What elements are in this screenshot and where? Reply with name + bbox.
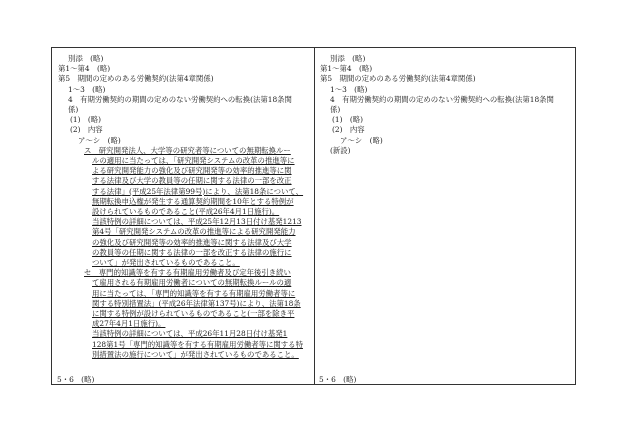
text-line: 当該特例の詳細については、平成26年11月28日付け基発1: [92, 329, 288, 339]
text-line: (1) (略): [332, 115, 364, 125]
text-line: 係): [330, 105, 341, 115]
text-line: ア～シ (略): [78, 135, 121, 145]
text-line: て雇用される有期雇用労働者についての無期転換ルールの適: [92, 278, 292, 288]
text-line: 128第1号「専門的知識等を有する有期雇用労働者等に関する特: [92, 339, 303, 349]
text-line: ア～シ (略): [340, 135, 383, 145]
text-line: (新設): [330, 145, 351, 155]
text-line: (1) (略): [70, 115, 102, 125]
text-line: 1～3 (略): [330, 84, 368, 94]
text-line: 設けられているものであること(平成26年4月1日施行)。: [92, 207, 280, 217]
text-line: 別添 (略): [68, 54, 104, 63]
text-line: 関する特別措置法」(平成26年法律第137号)により、法第18条: [92, 298, 301, 308]
column-divider: [314, 48, 315, 384]
text-line: セ 専門的知識等を有する有期雇用労働者及び定年後引き続い: [84, 268, 291, 278]
text-line: 第1～第4 (略): [58, 64, 111, 74]
text-line: の強化及び研究開発等の効率的推進等に関する法律及び大学: [92, 237, 292, 247]
text-line: 成27年4月1日施行)。: [92, 319, 166, 329]
text-line: 別添 (略): [330, 54, 366, 63]
text-line: 無期転換申込権が発生する通算契約期間を10年とする特例が: [92, 196, 294, 206]
text-line: する法律」(平成25年法律第99号)により、法第18条について、: [92, 186, 304, 196]
left-bottom-item: 5・6 (略): [57, 375, 95, 384]
text-line: 第5 期間の定めのある労働契約(法第4章関係): [320, 74, 476, 84]
text-line: 第4号「研究開発システムの改革の推進等による研究開発能力: [92, 227, 296, 237]
right-bottom-item: 5・6 (略): [319, 375, 357, 384]
current-column: [320, 54, 570, 156]
text-line: よる研究開発能力の強化及び研究開発等の効率的推進等に関: [92, 166, 292, 176]
text-line: 1～3 (略): [68, 84, 106, 94]
text-line: 別措置法の施行について」が発出されているものであること。: [92, 349, 299, 359]
text-line: 用に当たっては、「専門的知識等を有する有期雇用労働者等に: [92, 288, 296, 298]
text-line: 当該特例の詳細については、平成25年12月13日付け基発1213: [92, 217, 302, 227]
text-line: (2) 内容: [70, 125, 103, 135]
text-line: 第5 期間の定めのある労働契約(法第4章関係): [58, 74, 214, 84]
text-line: ス 研究開発法人、大学等の研究者等についての無期転換ルー: [84, 145, 291, 155]
text-line: ルの適用に当たっては、「研究開発システムの改革の推進等に: [92, 156, 295, 166]
text-line: 4 有期労働契約の期間の定めのない労働契約への転換(法第18条関: [330, 94, 554, 104]
text-line: の教員等の任期に関する法律の一部を改正する法律の施行に: [92, 247, 292, 257]
text-line: ついて」が発出されているものであること。: [92, 258, 240, 268]
text-line: する法律及び大学の教員等の任期に関する法律の一部を改正: [92, 176, 292, 186]
comparison-table: [51, 47, 576, 385]
text-line: 第1～第4 (略): [320, 64, 373, 74]
text-line: 係): [68, 105, 79, 115]
revised-column: [58, 54, 308, 360]
text-line: 4 有期労働契約の期間の定めのない労働契約への転換(法第18条関: [68, 94, 292, 104]
text-line: に関する特例が設けられているものであること(一部を除き平: [92, 309, 295, 319]
text-line: (2) 内容: [332, 125, 365, 135]
